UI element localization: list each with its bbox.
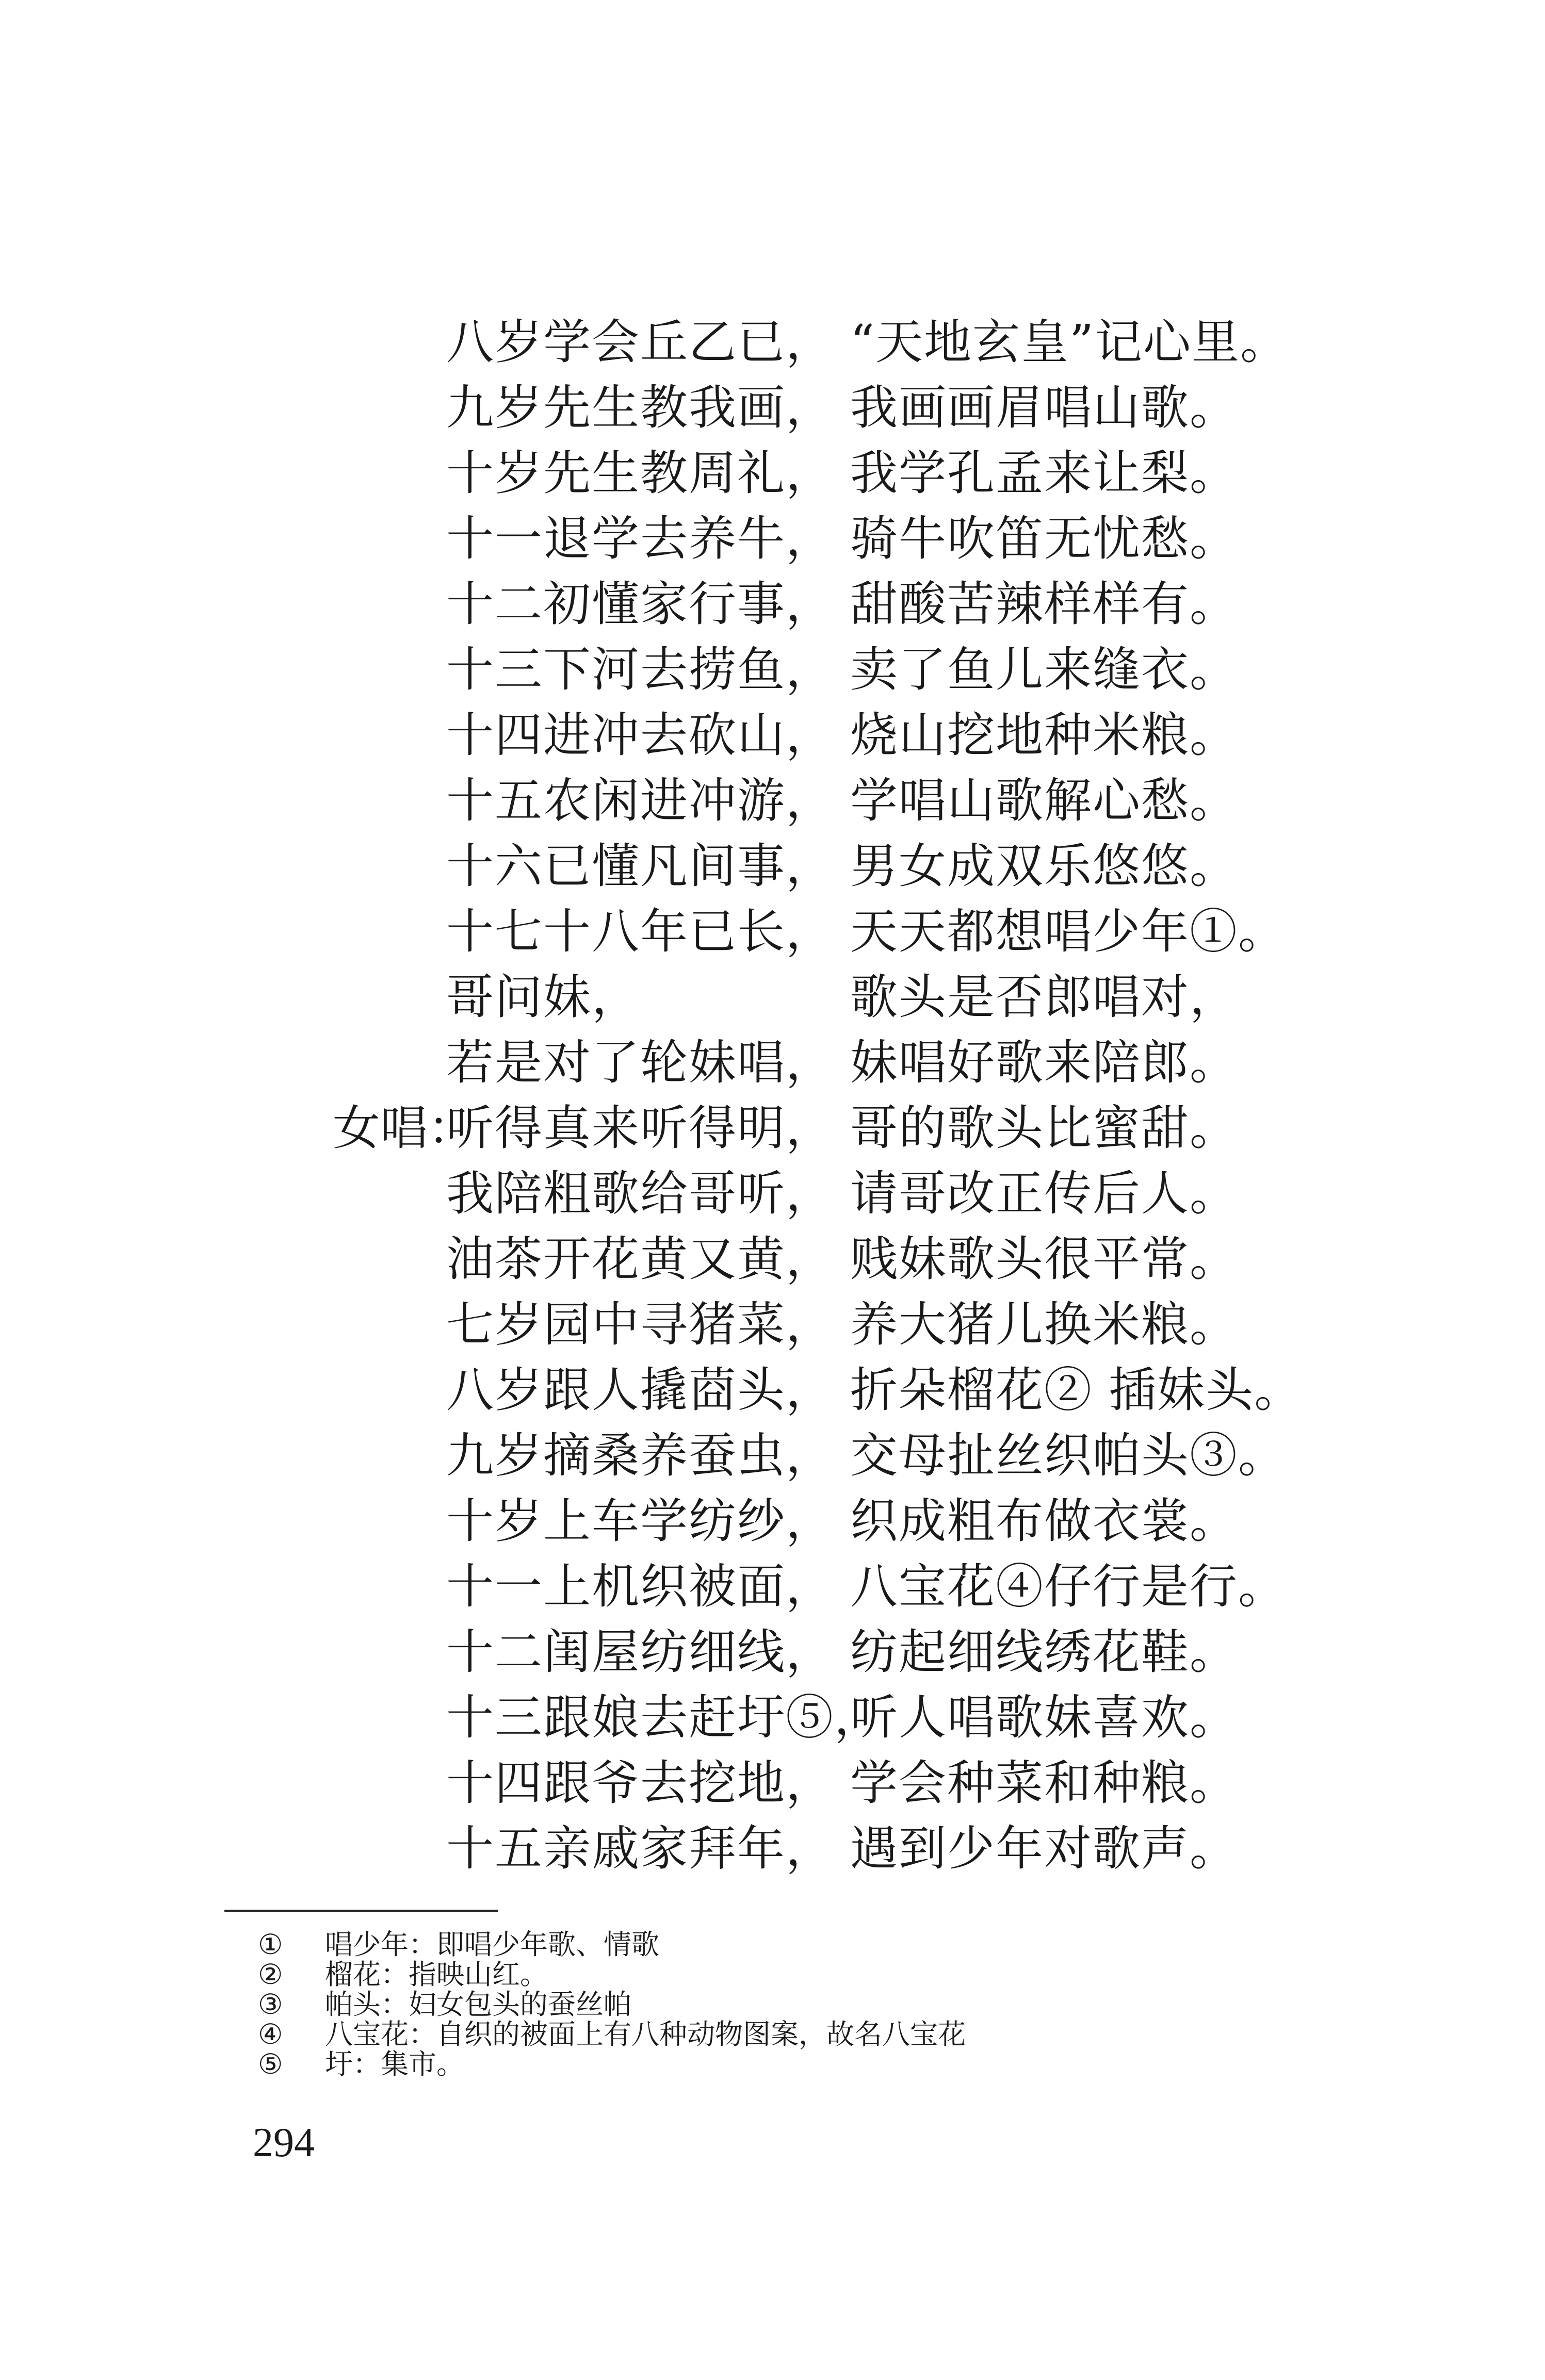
verse-right: 妹唱好歌来陪郎。: [850, 1035, 1239, 1090]
footnote-mark: ⑤: [258, 2048, 283, 2080]
verse-right: 我画画眉唱山歌。: [850, 380, 1239, 435]
footnote-mark: ④: [258, 2018, 283, 2050]
verse-line: [0, 440, 1545, 506]
verse-line: [0, 571, 1545, 637]
footnote-text: 八宝花：自织的被面上有八种动物图案，故名八宝花: [325, 2018, 966, 2050]
verse-right: 卖了鱼儿来缝衣。: [850, 642, 1239, 697]
verse-right: 哥的歌头比蜜甜。: [850, 1101, 1239, 1156]
verse-left: 十二闺屋纺细线，: [446, 1624, 835, 1680]
verse-left: 若是对了轮妹唱，: [446, 1035, 835, 1090]
verse-line: [0, 1030, 1545, 1095]
verse-right: 遇到少年对歌声。: [850, 1821, 1239, 1876]
verse-left: 哥问妹，: [446, 970, 641, 1025]
verse-right: 请哥改正传后人。: [850, 1166, 1239, 1221]
verse-line: [0, 1816, 1545, 1881]
verse-right: 学会种菜和种粮。: [850, 1755, 1239, 1811]
verse-left: 十五农闲进冲游，: [446, 773, 835, 828]
footnote-text: 圩：集市。: [325, 2048, 464, 2080]
verse-right: 男女成双乐悠悠。: [850, 839, 1239, 894]
verse-right: 养大猪儿换米粮。: [850, 1297, 1239, 1352]
verse-left: 十一上机织被面，: [446, 1559, 835, 1614]
footnote-mark: ②: [258, 1958, 283, 1991]
verse-line: [0, 309, 1545, 375]
verse-left: 八岁跟人撬莔头，: [446, 1363, 835, 1418]
verse-left: 十四跟爷去挖地，: [446, 1755, 835, 1811]
footnote-separator: [224, 1910, 498, 1912]
verse-right: 歌头是否郎唱对，: [850, 970, 1239, 1025]
verse-line: [0, 702, 1545, 768]
verse-left: 十岁上车学纺纱，: [446, 1493, 835, 1549]
verse-left: 八岁学会丘乙已，: [446, 315, 835, 370]
verse-left: 十三跟娘去赶圩⑤，: [446, 1690, 883, 1745]
verse-line: [0, 899, 1545, 964]
footnote-mark: ③: [258, 1988, 283, 2021]
verse-line: [0, 1095, 1545, 1161]
verse-left: 听得真来听得明，: [446, 1101, 835, 1156]
verse-right: 骑牛吹笛无忧愁。: [850, 511, 1239, 566]
verse-left: 十二初懂家行事，: [446, 577, 835, 632]
verse-line: [0, 1619, 1545, 1685]
verse-line: [0, 637, 1545, 702]
verse-right: 贱妹歌头很平常。: [850, 1232, 1239, 1287]
verse-line: [0, 1161, 1545, 1226]
verse-right: 烧山挖地种米粮。: [850, 708, 1239, 763]
verse-left: 十六已懂凡间事，: [446, 839, 835, 894]
verse-left: 我陪粗歌给哥听，: [446, 1166, 835, 1221]
speaker-label: 女唱：: [333, 1101, 476, 1156]
verse-left: 十五亲戚家拜年，: [446, 1821, 835, 1876]
footnote-text: 榴花：指映山红。: [325, 1958, 548, 1991]
footnote-text: 唱少年：即唱少年歌、情歌: [325, 1928, 659, 1961]
verse-right: “天地玄皇”记心里。: [850, 315, 1289, 370]
verse-line: [0, 1292, 1545, 1357]
verse-right: 八宝花④仔行是行。: [850, 1559, 1287, 1614]
verse-right: 折朵榴花② 插妹头。: [850, 1363, 1303, 1418]
verse-line: [0, 375, 1545, 440]
verse-right: 甜酸苦辣样样有。: [850, 577, 1239, 632]
verse-left: 九岁摘桑养蚕虫，: [446, 1428, 835, 1483]
verse-line: [0, 833, 1545, 899]
verse-right: 交母扯丝织帕头③。: [850, 1428, 1287, 1483]
verse-left: 七岁园中寻猪菜，: [446, 1297, 835, 1352]
page-number: 294: [253, 2120, 315, 2165]
verse-line: [0, 1357, 1545, 1423]
verse-left: 十一退学去养牛，: [446, 511, 835, 566]
verse-line: [0, 506, 1545, 571]
verse-line: [0, 1554, 1545, 1619]
verse-line: [0, 1685, 1545, 1750]
verse-left: 十三下河去捞鱼，: [446, 642, 835, 697]
verse-left: 十四进冲去砍山，: [446, 708, 835, 763]
verse-line: [0, 1226, 1545, 1292]
verse-left: 十七十八年已长，: [446, 904, 835, 959]
verse-line: [0, 964, 1545, 1030]
verse-right: 织成粗布做衣裳。: [850, 1493, 1239, 1549]
verse-left: 十岁先生教周礼，: [446, 446, 835, 501]
verse-line: [0, 768, 1545, 833]
verse-line: [0, 1423, 1545, 1488]
verse-right: 学唱山歌解心愁。: [850, 773, 1239, 828]
footnote-text: 帕头：妇女包头的蚕丝帕: [325, 1988, 631, 2021]
verse-line: [0, 1750, 1545, 1816]
footnote-mark: ①: [258, 1928, 283, 1961]
verse-line: [0, 1488, 1545, 1554]
verse-left: 油茶开花黄又黄，: [446, 1232, 835, 1287]
verse-left: 九岁先生教我画，: [446, 380, 835, 435]
verse-right: 我学孔孟来让梨。: [850, 446, 1239, 501]
verse-right: 听人唱歌妹喜欢。: [850, 1690, 1239, 1745]
verse-right: 天天都想唱少年①。: [850, 904, 1287, 959]
verse-right: 纺起细线绣花鞋。: [850, 1624, 1239, 1680]
